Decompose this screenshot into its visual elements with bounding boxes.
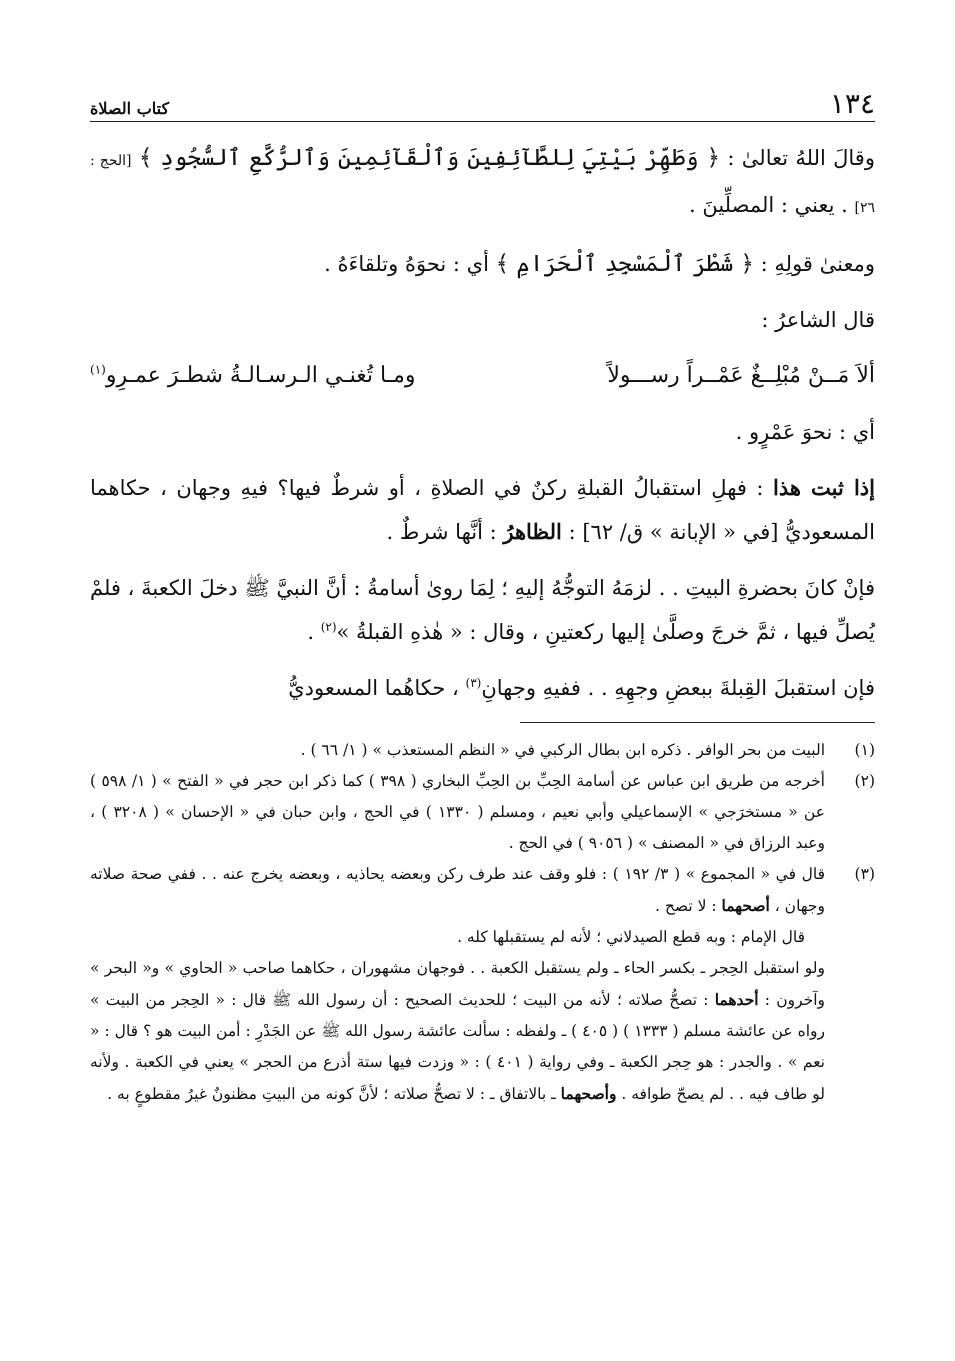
paragraph-poet: قال الشاعرُ : [761, 308, 875, 332]
footnote-2: (٢) أخرجه من طريق ابن عباس عن أسامة الحِبِّ بن الحِبِّ البخاري ( ٣٩٨ ) كما ذكر ابن حجر في « الفتح » ( ١/ ٥٩٨ ) عن « مستخرَجي » الإسماعيلي وأبي نعيم ، ومسلم ( ١٣٣٠ ) في الحج ، وابن حبان في « الإحسان » ( ٣٢٠٨ ) ، وعبد الرزاق في « المصنف » ( ٩٠٥٦ ) في الحج . [90, 772, 875, 852]
paragraph-meaning: ومعنىٰ قولِهِ : ﴿ شَطْرَ ٱلْمَسْجِدِ ٱلْحَرَامِ ﴾ أي : نحوَهُ وتلقاءَهُ . [324, 251, 875, 277]
paragraph-verse-citation: وقالَ اللهُ تعالىٰ : ﴿ وَطَهِّرْ بَيْتِيَ لِلطَّآئِفِينَ وَٱلْقَآئِمِينَ وَٱلرُّكَّعِ ٱلسُّجُودِ ﴾ [الحج : ٢٦] . يعني : المصلِّينَ . [90, 145, 875, 217]
paragraph-partial-facing: فإن استقبلَ القِبلةَ ببعضِ وجهِهِ . . ففيهِ وجهانِ$^{(٣)}$ ، حكاهُما المسعوديُّ [288, 676, 875, 700]
quran-verse: ﴿ وَطَهِّرْ بَيْتِيَ لِلطَّآئِفِينَ وَٱلْقَآئِمِينَ وَٱلرُّكَّعِ ٱلسُّجُودِ ﴾ [138, 145, 721, 171]
footnote-3-hijr: ولو استقبل الحِجر ـ بكسر الحاء ـ ولم يستقبل الكعبة . . فوجهان مشهوران ، حكاهما صاحب « الحاوي » و« البحر » وآخرون : أحدهما : تصحُّ صلاته ؛ لأنه من البيت ؛ للحديث الصحيح : أن رسول الله ﷺ قال : « الحِجر من البيت » رواه عن عائشة مسلم ( ١٣٣٣ ) ( ٤٠٥ ) ـ ولفظه : سألت عائشة رسول الله ﷺ عن الجَدْرِ : أمن البيت هو ؟ قال : « نعم » . والجدر : هو حِجر الكعبة ـ وفي رواية ( ٤٠١ ) : « وزدت فيها ستة أذرع من الحجر » يعني في الكعبة . ولأنه لو طاف فيه . . لم يصحّ طوافه . وأصحهما ـ بالاتفاق ـ : لا تصحُّ صلاته ؛ لأنَّ كونه من البيتِ مظنونٌ غيرُ مقطوعٍ به . [90, 959, 826, 1103]
page-number: ١٣٤ [829, 87, 875, 120]
poetry-verse [90, 354, 875, 398]
verse-second-hemistich: ومـا تُغنـي الـرسـالـةُ شطـرَ عمـرِو$^{(١)}$ [90, 362, 416, 388]
paragraph-kaaba: فإنْ كانَ بحضرةِ البيتِ . . لزمَهُ التوجُّهُ إليهِ ؛ لِمَا روىٰ أسامةُ : أنَّ النبيَّ ﷺ دخلَ الكعبةَ ، فلمْ يُصلِّ فيها ، ثمَّ خرجَ وصلَّىٰ إليها ركعتينِ ، وقال : « هٰذهِ القبلةُ »$^{(٢)}$ . [90, 576, 875, 644]
footnote-1: (١) البيت من بحر الوافر . ذكره ابن بطال الركبي في « النظم المستعذب » ( ١/ ٦٦ ) . [300, 741, 875, 759]
verse-first-hemistich: ألاَ مَــنْ مُبْلِــغٌ عَمْــراً رســـولاً [607, 363, 875, 388]
footnote-3: (٣) قال في « المجموع » ( ٣/ ١٩٢ ) : فلو وقف عند طرف ركن وبعضه يحاذيه ، وبعضه يخرج عنه . . ففي صحة صلاته وجهان ، أصحهما : لا تصح . [90, 865, 875, 915]
footnotes [90, 735, 875, 1110]
paragraph-explanation: أي : نحوَ عَمْرٍو . [735, 420, 875, 444]
footnote-3-continuation: قال الإمام : وبه قطع الصيدلاني ؛ لأنه لم يستقبلها كله . [457, 928, 805, 946]
page-header [90, 78, 875, 122]
verse-reference: [الحج : ٢٦] [90, 153, 875, 216]
footnote-divider [520, 722, 875, 723]
paragraph-ruling: إذا ثبت هذا : فهلِ استقبالُ القبلةِ ركنٌ في الصلاةِ ، أو شرطٌ فيها؟ فيهِ وجهان ، حكاهما المسعوديُّ [في « الإبانة » ق/ ٦٢] : الظاهرُ : أنَّها شرطٌ . [90, 475, 875, 544]
book-page [90, 78, 875, 1110]
footnote-ref-3[interactable]: (٣) [465, 676, 482, 690]
quran-verse: ﴿ شَطْرَ ٱلْمَسْجِدِ ٱلْحَرَامِ ﴾ [495, 251, 754, 277]
footnote-ref-2[interactable]: (٢) [320, 620, 337, 634]
footnote-ref-1[interactable]: (١) [90, 362, 106, 377]
running-title: كتاب الصلاة [90, 99, 170, 118]
main-text [90, 136, 875, 710]
